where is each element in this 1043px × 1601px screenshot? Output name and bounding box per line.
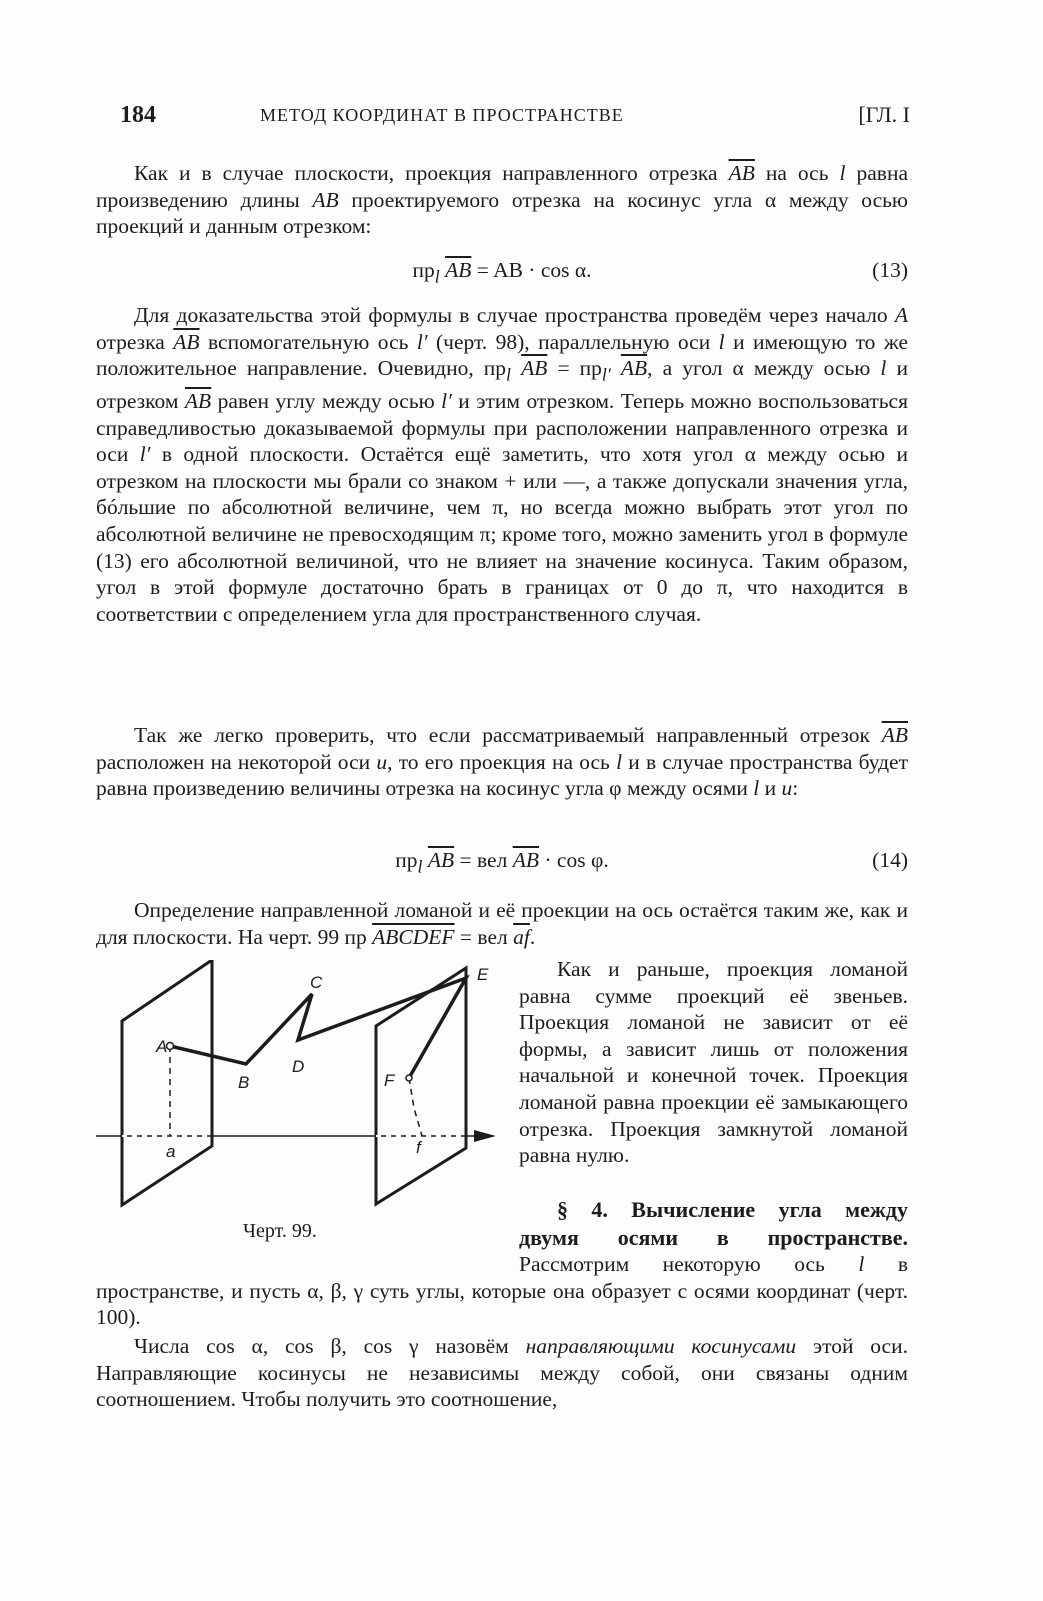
projection-line-F bbox=[409, 1078, 422, 1136]
paragraph-projection: Как и в случае плоскости, проекция направленного отрезка $\overline{AB}$ на ось l равна произведению длины AB проектируемого отрезка на косинус угла α между осью проекций и данным отрезком: bbox=[96, 161, 909, 239]
section-title-line-1: § 4. Вычисление угла между bbox=[557, 1197, 908, 1222]
paragraph-direction-cosines: Числа cos α, cos β, cos γ назовём направляющими косинусами этой оси. Направляющие косинусы не независимы между собой, они связаны одним соотношением. Чтобы получить это соотношение, bbox=[96, 1334, 908, 1412]
formula-13: $пр_l$ $\overline{AB}$ = AB · cos α. (13) bbox=[412, 258, 908, 287]
formula-number: (13) bbox=[872, 258, 908, 282]
section-title-line-2: двумя осями в пространстве. bbox=[519, 1225, 908, 1250]
broken-line-ABCDEF bbox=[170, 978, 466, 1078]
label-B: B bbox=[238, 1073, 250, 1092]
page-header bbox=[120, 102, 910, 136]
formula-number: (14) bbox=[872, 848, 908, 872]
label-A: A bbox=[156, 1037, 168, 1056]
figure-99 bbox=[96, 960, 506, 1230]
label-E: E bbox=[477, 965, 489, 984]
paragraph-axis-u: Так же легко проверить, что если рассматриваемый направленный отрезок $\overline{AB}$ расположен на некоторой оси u, то его проекция на ось l и в случае пространства будет равна произведению величины отрезка на косинус угла φ между осями l и u: bbox=[96, 723, 908, 801]
paragraph-proof: Для доказательства этой формулы в случае пространства проведём через начало A отрезка $\overline{AB}$ вспомогательную ось l′ (черт. 98), параллельную оси l и имеющую то же положительное направление. Очевидно, $пр_l$ $\overline{AB} = пр_{l'}$ $\overline{AB}$, а угол α между осью l и отрезком $\overline{AB}$ равен углу между осью l′ и этим отрезком. Теперь можно воспользоваться справедливостью доказываемой формулы при расположении направленного отрезка и оси l′ в одной плоскости. Остаётся ещё заметить, что хотя угол α между осью и отрезком на плоскости мы брали со знаком + или —, а также допускали значения угла, бóльшие по абсолютной величине, чем π, но всегда можно выбрать этот угол по абсолютной величине не превосходящим π; кроме того, можно заменить угол в формуле (13) его абсолютной величиной, что не влияет на значение косинуса. Таким образом, угол в этой формуле достаточно брать в границах от 0 до π, что находится в соответствии с определением угла для пространственного случая. bbox=[96, 303, 908, 626]
page-number: 184 bbox=[120, 102, 156, 128]
figure-99-drawing bbox=[96, 960, 506, 1225]
section-title bbox=[519, 1196, 908, 1252]
point-A bbox=[167, 1043, 174, 1050]
point-F bbox=[406, 1075, 412, 1081]
label-F: F bbox=[384, 1071, 395, 1090]
paragraph-projection-sum: Как и раньше, проекция ломаной равна сумме проекций её звеньев. Проекция ломаной не зависит от её формы, а зависит лишь от положения начальной и конечной точек. Проекция ломаной равна проекции её замыкающего отрезка. Проекция замкнутой ломаной равна нулю. bbox=[519, 957, 908, 1168]
label-C: C bbox=[310, 973, 323, 992]
term-direction-cosines: направляющими косинусами bbox=[525, 1334, 797, 1358]
label-D: D bbox=[292, 1057, 305, 1076]
axis-arrow bbox=[474, 1130, 496, 1142]
paragraph-consider-axis: Рассмотрим некоторую ось l в пространстве, и пусть α, β, γ суть углы, которые она образует с осями координат (черт. 100). bbox=[96, 1252, 908, 1330]
label-f: f bbox=[416, 1138, 421, 1157]
plane-left bbox=[122, 960, 212, 1205]
chapter-marker: [ГЛ. I bbox=[858, 102, 910, 127]
formula-14: $пр_l$ $\overline{AB}$ = вел $\overline{AB} \cdot \cos \varphi$. (14) bbox=[395, 848, 908, 877]
figure-caption: Черт. 99. bbox=[243, 1220, 317, 1242]
paragraph-broken-line: Определение направленной ломаной и её проекции на ось остаётся таким же, как и для плоскости. На черт. 99 пр ABCDEF = вел $\overline{af}$. bbox=[96, 898, 908, 949]
running-title: МЕТОД КООРДИНАТ В ПРОСТРАНСТВЕ bbox=[260, 105, 624, 125]
label-a: a bbox=[166, 1142, 176, 1161]
